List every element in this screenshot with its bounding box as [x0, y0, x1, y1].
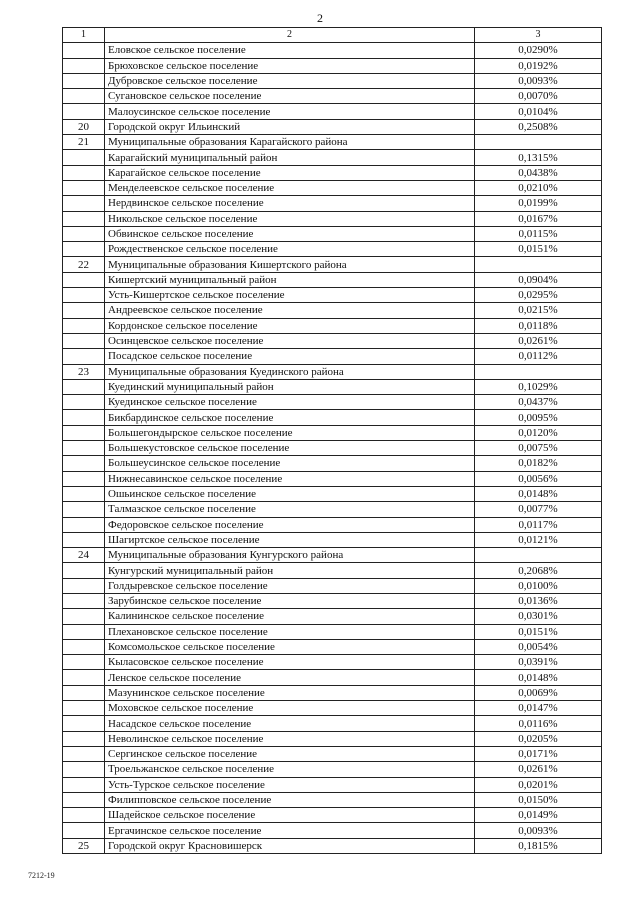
table-row	[63, 593, 602, 608]
row-name: Городской округ Ильинский	[105, 119, 475, 134]
row-name: Куединский муниципальный район	[105, 379, 475, 394]
table-row	[63, 486, 602, 501]
table-row	[63, 349, 602, 364]
row-number	[63, 104, 105, 119]
row-name: Ленское сельское поселение	[105, 670, 475, 685]
row-value: 0,1315%	[475, 150, 602, 165]
row-value: 0,1815%	[475, 838, 602, 853]
row-number	[63, 701, 105, 716]
row-value: 0,0182%	[475, 456, 602, 471]
row-name: Ергачинское сельское поселение	[105, 823, 475, 838]
row-name: Плехановское сельское поселение	[105, 624, 475, 639]
table-row	[63, 150, 602, 165]
row-value: 0,0391%	[475, 655, 602, 670]
row-number	[63, 670, 105, 685]
row-number	[63, 226, 105, 241]
row-value: 0,0290%	[475, 43, 602, 58]
table-row	[63, 685, 602, 700]
row-number	[63, 685, 105, 700]
row-name: Посадское сельское поселение	[105, 349, 475, 364]
row-value: 0,0112%	[475, 349, 602, 364]
row-number	[63, 517, 105, 532]
allocation-table	[62, 27, 602, 854]
row-number	[63, 180, 105, 195]
row-value: 0,0075%	[475, 441, 602, 456]
table-row	[63, 180, 602, 195]
row-value: 0,0210%	[475, 180, 602, 195]
row-name: Менделеевское сельское поселение	[105, 180, 475, 195]
row-name: Дубровское сельское поселение	[105, 73, 475, 88]
table-row	[63, 226, 602, 241]
row-name: Филипповское сельское поселение	[105, 792, 475, 807]
row-name: Карагайский муниципальный район	[105, 150, 475, 165]
row-name: Брюховское сельское поселение	[105, 58, 475, 73]
row-value: 0,0148%	[475, 670, 602, 685]
row-name: Большеусинское сельское поселение	[105, 456, 475, 471]
row-name: Муниципальные образования Куединского района	[105, 364, 475, 379]
table-row	[63, 425, 602, 440]
row-name: Андреевское сельское поселение	[105, 303, 475, 318]
row-name: Мазунинское сельское поселение	[105, 685, 475, 700]
row-name: Сугановское сельское поселение	[105, 89, 475, 104]
row-value: 0,0095%	[475, 410, 602, 425]
row-value: 0,0093%	[475, 823, 602, 838]
table-row	[63, 502, 602, 517]
table-row	[63, 639, 602, 654]
row-value	[475, 548, 602, 563]
table-row	[63, 838, 602, 853]
table-row	[63, 808, 602, 823]
row-number	[63, 441, 105, 456]
table-row	[63, 701, 602, 716]
row-number	[63, 43, 105, 58]
table-row	[63, 104, 602, 119]
row-number	[63, 211, 105, 226]
table-row	[63, 73, 602, 88]
row-name: Обвинское сельское поселение	[105, 226, 475, 241]
table-row	[63, 318, 602, 333]
row-value: 0,0261%	[475, 333, 602, 348]
row-name: Нердвинское сельское поселение	[105, 196, 475, 211]
row-name: Шадейское сельское поселение	[105, 808, 475, 823]
table-row	[63, 333, 602, 348]
row-value: 0,2068%	[475, 563, 602, 578]
row-value: 0,0117%	[475, 517, 602, 532]
row-name: Городской округ Красновишерск	[105, 838, 475, 853]
table-row	[63, 242, 602, 257]
row-number	[63, 395, 105, 410]
row-name: Нижнесавинское сельское поселение	[105, 471, 475, 486]
row-name: Шагиртское сельское поселение	[105, 532, 475, 547]
table-row	[63, 548, 602, 563]
row-value: 0,2508%	[475, 119, 602, 134]
table-row	[63, 288, 602, 303]
table-row	[63, 762, 602, 777]
row-number	[63, 318, 105, 333]
table-row	[63, 471, 602, 486]
row-name: Малоусинское сельское поселение	[105, 104, 475, 119]
row-number: 21	[63, 135, 105, 150]
row-number: 25	[63, 838, 105, 853]
row-name: Муниципальные образования Карагайского района	[105, 135, 475, 150]
row-value: 0,0069%	[475, 685, 602, 700]
table-row	[63, 456, 602, 471]
table-row	[63, 379, 602, 394]
table-row	[63, 211, 602, 226]
row-value: 0,0261%	[475, 762, 602, 777]
header-col-3: 3	[475, 28, 602, 43]
table-row	[63, 364, 602, 379]
row-number: 24	[63, 548, 105, 563]
table-row	[63, 119, 602, 134]
table-row	[63, 303, 602, 318]
row-name: Бикбардинское сельское поселение	[105, 410, 475, 425]
row-name: Моховское сельское поселение	[105, 701, 475, 716]
row-value: 0,0167%	[475, 211, 602, 226]
row-name: Муниципальные образования Кунгурского района	[105, 548, 475, 563]
table-row	[63, 135, 602, 150]
row-number	[63, 196, 105, 211]
row-number	[63, 655, 105, 670]
row-number	[63, 502, 105, 517]
table-body	[63, 28, 602, 854]
row-number	[63, 777, 105, 792]
row-name: Федоровское сельское поселение	[105, 517, 475, 532]
row-value: 0,0192%	[475, 58, 602, 73]
row-value: 0,0148%	[475, 486, 602, 501]
row-name: Голдыревское сельское поселение	[105, 578, 475, 593]
row-name: Кишертский муниципальный район	[105, 272, 475, 287]
row-name: Комсомольское сельское поселение	[105, 639, 475, 654]
table-row	[63, 58, 602, 73]
row-number	[63, 823, 105, 838]
row-name: Талмазское сельское поселение	[105, 502, 475, 517]
row-value: 0,0070%	[475, 89, 602, 104]
row-number	[63, 762, 105, 777]
row-value: 0,0205%	[475, 731, 602, 746]
row-number	[63, 165, 105, 180]
table-row	[63, 257, 602, 272]
row-name: Еловское сельское поселение	[105, 43, 475, 58]
table-row	[63, 716, 602, 731]
row-name: Муниципальные образования Кишертского района	[105, 257, 475, 272]
row-name: Сергинское сельское поселение	[105, 746, 475, 761]
row-number	[63, 731, 105, 746]
row-value: 0,1029%	[475, 379, 602, 394]
table-row	[63, 563, 602, 578]
table-row	[63, 746, 602, 761]
row-number	[63, 272, 105, 287]
row-value: 0,0295%	[475, 288, 602, 303]
table-row	[63, 441, 602, 456]
table-row	[63, 670, 602, 685]
table-row	[63, 624, 602, 639]
table-row	[63, 532, 602, 547]
row-value: 0,0147%	[475, 701, 602, 716]
row-name: Большегондырское сельское поселение	[105, 425, 475, 440]
row-name: Куединское сельское поселение	[105, 395, 475, 410]
row-number	[63, 639, 105, 654]
row-value: 0,0171%	[475, 746, 602, 761]
row-number	[63, 716, 105, 731]
row-value: 0,0116%	[475, 716, 602, 731]
row-number	[63, 624, 105, 639]
row-name: Кордонское сельское поселение	[105, 318, 475, 333]
row-number: 23	[63, 364, 105, 379]
table-row	[63, 792, 602, 807]
row-value: 0,0100%	[475, 578, 602, 593]
row-value: 0,0151%	[475, 242, 602, 257]
table-row	[63, 165, 602, 180]
page-number: 2	[317, 11, 323, 25]
row-name: Троельжанское сельское поселение	[105, 762, 475, 777]
row-name: Рождественское сельское поселение	[105, 242, 475, 257]
row-value: 0,0120%	[475, 425, 602, 440]
row-number	[63, 486, 105, 501]
table-row	[63, 395, 602, 410]
row-value	[475, 135, 602, 150]
row-number	[63, 150, 105, 165]
row-name: Кунгурский муниципальный район	[105, 563, 475, 578]
row-number	[63, 288, 105, 303]
row-number	[63, 471, 105, 486]
row-name: Карагайское сельское поселение	[105, 165, 475, 180]
row-number	[63, 379, 105, 394]
table-row	[63, 43, 602, 58]
row-value: 0,0056%	[475, 471, 602, 486]
row-number	[63, 58, 105, 73]
row-name: Зарубинское сельское поселение	[105, 593, 475, 608]
row-value: 0,0151%	[475, 624, 602, 639]
row-number	[63, 89, 105, 104]
header-col-1: 1	[63, 28, 105, 43]
row-name: Усть-Турское сельское поселение	[105, 777, 475, 792]
table-header-row	[63, 28, 602, 43]
row-value: 0,0301%	[475, 609, 602, 624]
row-number	[63, 242, 105, 257]
table-row	[63, 517, 602, 532]
row-name: Большекустовское сельское поселение	[105, 441, 475, 456]
row-number	[63, 410, 105, 425]
table-row	[63, 731, 602, 746]
table-row	[63, 272, 602, 287]
row-value: 0,0437%	[475, 395, 602, 410]
row-value: 0,0118%	[475, 318, 602, 333]
row-number	[63, 425, 105, 440]
row-value: 0,0093%	[475, 73, 602, 88]
row-number	[63, 563, 105, 578]
row-value: 0,0215%	[475, 303, 602, 318]
row-value: 0,0149%	[475, 808, 602, 823]
row-value: 0,0904%	[475, 272, 602, 287]
row-number	[63, 456, 105, 471]
row-value	[475, 257, 602, 272]
table-row	[63, 823, 602, 838]
row-number	[63, 792, 105, 807]
row-number	[63, 808, 105, 823]
table-row	[63, 410, 602, 425]
row-name: Кыласовское сельское поселение	[105, 655, 475, 670]
row-value: 0,0115%	[475, 226, 602, 241]
document-code: 7212-19	[28, 871, 55, 880]
row-number: 20	[63, 119, 105, 134]
row-value: 0,0054%	[475, 639, 602, 654]
table-row	[63, 655, 602, 670]
table-row	[63, 578, 602, 593]
row-number	[63, 532, 105, 547]
row-name: Неволинское сельское поселение	[105, 731, 475, 746]
row-number	[63, 609, 105, 624]
row-value: 0,0438%	[475, 165, 602, 180]
row-number	[63, 349, 105, 364]
row-value: 0,0201%	[475, 777, 602, 792]
row-value: 0,0077%	[475, 502, 602, 517]
row-number	[63, 746, 105, 761]
row-value: 0,0150%	[475, 792, 602, 807]
row-number	[63, 303, 105, 318]
row-value: 0,0199%	[475, 196, 602, 211]
row-name: Осинцевское сельское поселение	[105, 333, 475, 348]
row-number	[63, 578, 105, 593]
table-row	[63, 196, 602, 211]
row-value: 0,0136%	[475, 593, 602, 608]
table-row	[63, 609, 602, 624]
row-number	[63, 593, 105, 608]
row-value: 0,0121%	[475, 532, 602, 547]
row-number: 22	[63, 257, 105, 272]
row-name: Калининское сельское поселение	[105, 609, 475, 624]
row-value	[475, 364, 602, 379]
header-col-2: 2	[105, 28, 475, 43]
row-name: Насадское сельское поселение	[105, 716, 475, 731]
row-number	[63, 333, 105, 348]
row-number	[63, 73, 105, 88]
table-row	[63, 777, 602, 792]
row-name: Усть-Кишертское сельское поселение	[105, 288, 475, 303]
row-value: 0,0104%	[475, 104, 602, 119]
row-name: Ошьинское сельское поселение	[105, 486, 475, 501]
row-name: Никольское сельское поселение	[105, 211, 475, 226]
table-row	[63, 89, 602, 104]
